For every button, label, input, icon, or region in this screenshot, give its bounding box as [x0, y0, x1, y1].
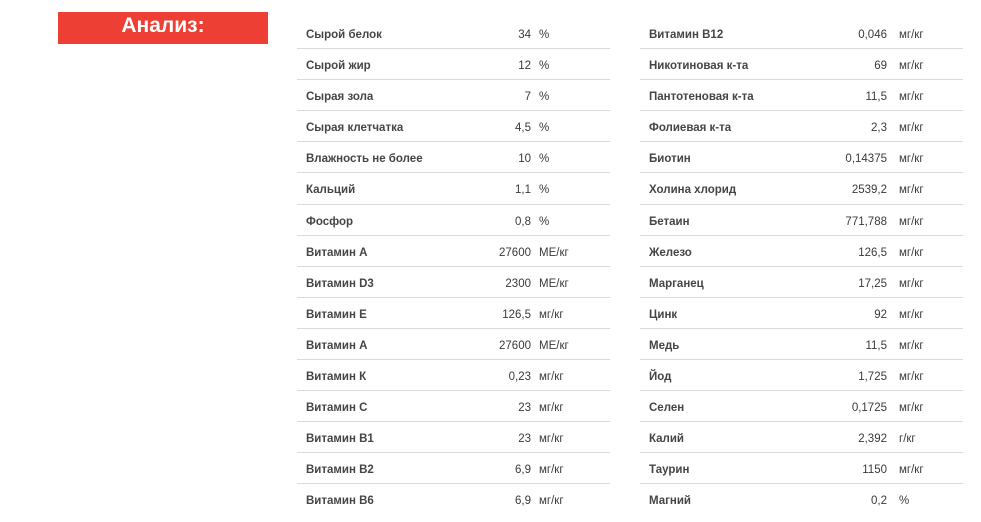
table-row	[640, 360, 963, 391]
nutrient-name: Витамин С	[306, 402, 368, 415]
nutrient-unit: мг/кг	[539, 495, 564, 508]
nutrient-unit: %	[539, 215, 550, 228]
nutrient-name: Холина хлорид	[649, 184, 737, 197]
nutrient-value: 1,725	[858, 371, 887, 384]
nutrient-name: Йод	[649, 371, 672, 384]
nutrient-name: Витамин В1	[306, 433, 374, 446]
table-row	[640, 49, 963, 80]
nutrient-unit: мг/кг	[899, 215, 924, 228]
nutrient-unit: %	[539, 91, 550, 104]
nutrient-name: Фолиевая к-та	[649, 122, 732, 135]
nutrient-unit: мг/кг	[539, 308, 564, 321]
nutrient-name: Никотиновая к-та	[649, 60, 749, 73]
nutrient-unit: %	[539, 29, 550, 41]
nutrient-name: Магний	[649, 495, 691, 508]
nutrient-name: Витамин В2	[306, 464, 374, 477]
table-row	[297, 80, 610, 111]
table-row	[297, 49, 610, 80]
table-row	[297, 484, 610, 515]
analysis-table-left	[297, 18, 610, 516]
nutrient-unit: г/кг	[899, 433, 916, 446]
table-row	[640, 267, 963, 298]
nutrient-name: Витамин К	[306, 371, 367, 384]
nutrient-unit: %	[899, 495, 910, 508]
nutrient-unit: мг/кг	[899, 122, 924, 135]
nutrient-unit: мг/кг	[539, 433, 564, 446]
nutrient-unit: %	[539, 122, 550, 135]
nutrient-unit: МЕ/кг	[539, 339, 569, 352]
table-row	[297, 173, 610, 204]
nutrient-value: 17,25	[858, 277, 887, 290]
nutrient-name: Марганец	[649, 277, 704, 290]
table-row	[297, 267, 610, 298]
table-row	[640, 205, 963, 236]
nutrient-unit: мг/кг	[539, 402, 564, 415]
table-row	[640, 80, 963, 111]
nutrient-name: Кальций	[306, 184, 356, 197]
nutrient-value: 1,1	[515, 184, 531, 197]
nutrient-name: Калий	[649, 433, 684, 446]
nutrient-unit: мг/кг	[899, 60, 924, 73]
nutrient-value: 92	[874, 308, 887, 321]
nutrient-unit: мг/кг	[899, 464, 924, 477]
nutrient-unit: мг/кг	[899, 184, 924, 197]
analysis-title: Анализ:	[58, 12, 268, 44]
nutrient-name: Витамин В6	[306, 495, 374, 508]
nutrient-value: 27600	[499, 339, 531, 352]
nutrient-unit: мг/кг	[899, 371, 924, 384]
nutrient-value: 0,2	[871, 495, 887, 508]
table-row	[640, 329, 963, 360]
nutrient-unit: мг/кг	[899, 339, 924, 352]
nutrient-name: Цинк	[649, 308, 678, 321]
nutrient-name: Влажность не более	[306, 153, 423, 166]
nutrient-unit: %	[539, 184, 550, 197]
analysis-table-right	[640, 18, 963, 516]
table-row	[297, 205, 610, 236]
table-row	[297, 236, 610, 267]
nutrient-name: Сырой белок	[306, 29, 382, 41]
nutrient-value: 0,046	[858, 29, 887, 41]
nutrient-value: 2539,2	[851, 184, 887, 197]
nutrient-value: 2,3	[871, 122, 887, 135]
nutrient-value: 6,9	[515, 495, 531, 508]
nutrient-value: 2300	[505, 277, 531, 290]
table-row	[297, 111, 610, 142]
table-row	[640, 111, 963, 142]
nutrient-unit: мг/кг	[899, 246, 924, 259]
nutrient-name: Селен	[649, 402, 685, 415]
nutrient-name: Медь	[649, 339, 680, 352]
nutrient-value: 12	[518, 60, 531, 73]
nutrient-name: Железо	[649, 246, 692, 259]
table-row	[640, 173, 963, 204]
table-row	[640, 391, 963, 422]
nutrient-value: 10	[518, 153, 531, 166]
table-row	[640, 18, 963, 49]
table-row	[297, 360, 610, 391]
nutrient-unit: %	[539, 153, 550, 166]
nutrient-value: 126,5	[502, 308, 531, 321]
nutrient-name: Витамин D3	[306, 277, 374, 290]
nutrient-value: 6,9	[515, 464, 531, 477]
nutrient-unit: мг/кг	[899, 308, 924, 321]
nutrient-unit: мг/кг	[539, 464, 564, 477]
nutrient-unit: мг/кг	[539, 371, 564, 384]
nutrient-value: 34	[518, 29, 531, 41]
nutrient-name: Витамин А	[306, 246, 368, 259]
nutrient-unit: мг/кг	[899, 91, 924, 104]
nutrient-name: Бетаин	[649, 215, 690, 228]
nutrient-name: Витамин А	[306, 339, 368, 352]
nutrient-name: Витамин Е	[306, 308, 367, 321]
nutrient-name: Фосфор	[306, 215, 354, 228]
nutrient-unit: мг/кг	[899, 153, 924, 166]
table-row	[297, 18, 610, 49]
table-row	[640, 422, 963, 453]
nutrient-value: 771,788	[845, 215, 887, 228]
nutrient-name: Таурин	[649, 464, 690, 477]
nutrient-value: 2,392	[858, 433, 887, 446]
table-row	[297, 298, 610, 329]
nutrient-unit: МЕ/кг	[539, 246, 569, 259]
nutrient-value: 0,1725	[851, 402, 887, 415]
nutrient-value: 11,5	[865, 339, 887, 352]
nutrient-unit: МЕ/кг	[539, 277, 569, 290]
nutrient-name: Биотин	[649, 153, 691, 166]
nutrient-value: 23	[518, 433, 531, 446]
nutrient-value: 4,5	[515, 122, 531, 135]
nutrient-value: 0,14375	[845, 153, 887, 166]
nutrient-value: 7	[524, 91, 531, 104]
table-row	[297, 453, 610, 484]
table-row	[640, 298, 963, 329]
nutrient-unit: мг/кг	[899, 402, 924, 415]
nutrient-name: Сырая клетчатка	[306, 122, 404, 135]
table-row	[297, 391, 610, 422]
table-row	[640, 142, 963, 173]
nutrient-name: Сырая зола	[306, 91, 374, 104]
table-row	[640, 236, 963, 267]
table-row	[297, 142, 610, 173]
table-row	[640, 484, 963, 515]
nutrient-value: 0,23	[508, 371, 531, 384]
nutrient-name: Пантотеновая к-та	[649, 91, 754, 104]
table-row	[640, 453, 963, 484]
nutrient-unit: мг/кг	[899, 29, 924, 41]
table-row	[297, 329, 610, 360]
nutrient-value: 23	[518, 402, 531, 415]
nutrient-value: 27600	[499, 246, 531, 259]
nutrient-unit: мг/кг	[899, 277, 924, 290]
nutrient-name: Витамин В12	[649, 29, 724, 41]
nutrient-value: 1150	[862, 464, 887, 477]
nutrient-value: 0,8	[515, 215, 531, 228]
nutrient-name: Сырой жир	[306, 60, 371, 73]
nutrient-value: 11,5	[865, 91, 887, 104]
table-row	[297, 422, 610, 453]
nutrient-unit: %	[539, 60, 550, 73]
nutrient-value: 69	[874, 60, 887, 73]
nutrient-value: 126,5	[858, 246, 887, 259]
